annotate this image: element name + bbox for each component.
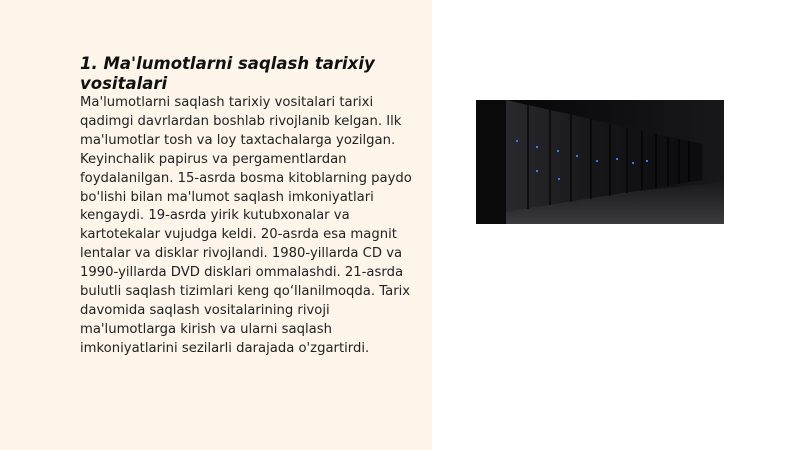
slide-title: 1. Ma'lumotlarni saqlash tarixiy vositalari <box>80 54 375 93</box>
server-room-image <box>476 100 724 224</box>
slide-body-text: Ma'lumotlarni saqlash tarixiy vositalari tarixi qadimgi davrlardan boshlab rivojlanib kelgan. Ilk ma'lumotlar tosh va loy taxtachalarga yozilgan. Keyinchalik papirus va pergamentlardan foydalanilgan. 15-asrda bosma kitoblarning paydo bo'lishi bilan ma'lumot saqlash imkoniyatlari kengaydi. 19-asrda yirik kutubxonalar va kartotekalar vujudga keldi. 20-asrda esa magnit lentalar va disklar rivojlandi. 1980-yillarda CD va 1990-yillarda DVD disklari ommalashdi. 21-asrda bulutli saqlash tizimlari keng qo‘llanilmoqda. Tarix davomida saqlash vositalarining rivoji ma'lumotlarga kirish va ularni saqlash imkoniyatlarini sezilarli darajada o'zgartirdi. <box>80 95 412 356</box>
